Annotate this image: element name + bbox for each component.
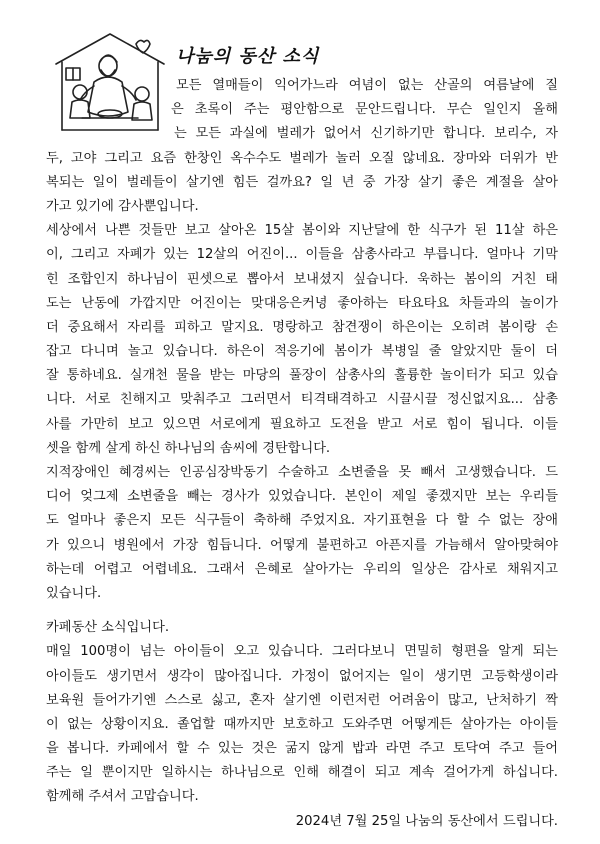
text-line: 가 있으니 병원에서 가장 힘듭니다. 어떻게 불편하고 아픈지를 가늠해서 알아맞혀야 — [46, 537, 558, 553]
newsletter-title: 나눔의 동산 소식 — [176, 46, 320, 67]
text-line: 디어 엊그제 소변줄을 빼는 경사가 있었습니다. 본인이 제일 좋겠지만 보는 우리들 — [46, 489, 558, 505]
signature-line: 2024년 7월 25일 나눔의 동산에서 드립니다. — [295, 813, 558, 829]
section-heading-cafe: 카페동산 소식입니다. — [46, 620, 170, 636]
text-line: 보육원 들어가기엔 스스로 싫고, 혼자 살기엔 이런저런 어려움이 많고, 난처하기 짝 — [46, 692, 558, 708]
text-line: 셋을 함께 살게 하신 하나님의 솜씨에 경탄합니다. — [46, 440, 331, 456]
text-line: 잘 통하네요. 실개천 물을 받는 마당의 풀장이 삼총사의 훌륭한 놀이터가 되고 있습 — [46, 368, 558, 384]
text-line: 사를 가만히 보고 있으면 서로에게 필요하고 도전을 받고 서로 힘이 됩니다. 이들 — [46, 416, 558, 432]
text-line: 두, 고야 그리고 요즘 한창인 옥수수도 벌레가 놀러 오질 않네요. 장마와 더위가 반 — [46, 150, 558, 166]
text-line: 지적장애인 혜경씨는 인공심장박동기 수술하고 소변줄을 못 빼서 고생했습니다. 드 — [46, 465, 558, 480]
text-line: 도 얼마나 좋은지 모든 식구들이 축하해 주었지요. 자기표현을 다 할 수 없는 장애 — [46, 513, 558, 529]
text-line: 을 봅니다. 카페에서 할 수 있는 것은 굶지 않게 밥과 라면 주고 토닥여 주고 들어 — [46, 741, 558, 757]
text-line: 함께해 주셔서 고맙습니다. — [46, 789, 199, 805]
text-line: 니다. 서로 친해지고 맞춰주고 그러면서 티격태격하고 시끌시끌 정신없지요... 삼총 — [46, 392, 558, 408]
text-line: 복되는 일이 벌레들이 살기엔 힘든 걸까요? 일 년 중 가장 살기 좋은 계절을 살아 — [46, 174, 558, 190]
text-line: 있습니다. — [46, 585, 102, 601]
text-line: 더 중요해서 자리를 피하고 말지요. 명랑하고 참견쟁이 하은이는 오히려 봄이랑 손 — [46, 319, 558, 335]
newsletter-body — [46, 74, 558, 834]
text-line: 잡고 다니며 놀고 있습니다. 하은이 적응기에 봄이가 복병일 줄 알았지만 둘이 더 — [46, 344, 558, 360]
text-line: 매일 100명이 넘는 아이들이 오고 있습니다. 그러다보니 면밀히 형편을 알게 되는 — [46, 644, 558, 660]
text-line: 이 없는 상황이지요. 졸업할 때까지만 보호하고 도와주면 어떻게든 살아가는 아이들 — [46, 716, 558, 732]
text-line: 은 초록이 주는 평안함으로 문안드립니다. 무슨 일인지 올해 — [171, 102, 558, 118]
text-line: 힌 조합인지 하나님이 핀셋으로 뽑아서 보내셨지 싶습니다. 욱하는 봄이의 거친 태 — [46, 271, 558, 287]
text-line: 하는데 어렵고 어렵네요. 그래서 은혜로 살아가는 우리의 일상은 감사로 채워지고 — [46, 561, 558, 577]
text-line: 이, 그리고 자폐가 있는 12살의 어진이... 이들을 삼총사라고 부릅니다. 얼마나 기막 — [46, 247, 558, 263]
text-line: 는 모든 과실에 벌레가 없어서 신기하기만 합니다. 보리수, 자 — [174, 126, 558, 142]
text-line: 아이들도 생기면서 생각이 많아집니다. 가정이 없어지는 일이 생기면 고등학생이라 — [46, 668, 558, 684]
text-line: 세상에서 나쁜 것들만 보고 살아온 15살 봄이와 지난달에 한 식구가 된 11살 하은 — [46, 223, 558, 239]
text-line: 모든 열매들이 익어가느라 여념이 없는 산골의 여름날에 질 — [176, 78, 558, 93]
text-line: 가고 있기에 감사뿐입니다. — [46, 198, 199, 214]
text-line: 주는 일 뿐이지만 일하시는 하나님으로 인해 해결이 되고 계속 걸어가게 하십니다. — [46, 765, 558, 781]
text-line: 도는 난동에 가깝지만 어진이는 맞대응은커녕 좋아하는 타요타요 차들과의 놀이가 — [46, 295, 558, 311]
